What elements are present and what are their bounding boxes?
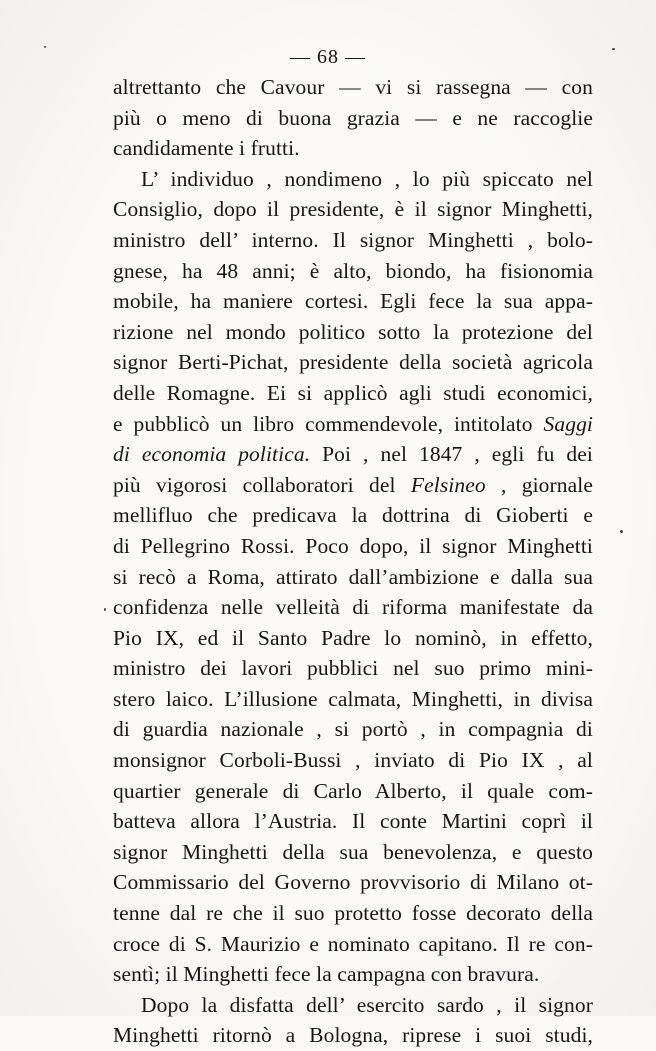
text-run: mobile, ha maniere cortesi. Egli fece la sua appa-: [113, 289, 593, 314]
text-run: mellifluo che predicava la dottrina di Gioberti e: [113, 503, 593, 528]
italic-text: Felsineo: [410, 472, 486, 497]
italic-text: di economia politica.: [113, 442, 311, 467]
scan-speck: [620, 530, 623, 533]
text-line: [113, 653, 593, 684]
text-run: ministro dell’ interno. Il signor Minghetti , bolo-: [113, 227, 593, 252]
text-run: Commissario del Governo provvisorio di Milano ot-: [113, 870, 593, 895]
text-line: [113, 164, 593, 195]
text-run: delle Romagne. Ei si applicò agli studi economici,: [113, 380, 593, 405]
text-run: altrettanto che Cavour — vi si rassegna — con: [113, 75, 593, 99]
text-line: [113, 714, 593, 745]
text-run: e pubblicò un libro commendevole, intitolato: [113, 411, 544, 436]
text-run: Dopo la disfatta dell’ esercito sardo , il signor: [141, 992, 593, 1017]
text-run: confidenza nelle velleità di riforma manifestate da: [113, 595, 593, 620]
text-run: di guardia nazionale , si portò , in compagnia di: [113, 717, 593, 742]
scan-speck: [612, 48, 615, 50]
italic-text: Saggi: [543, 411, 593, 436]
text-line: [113, 806, 593, 837]
text-run: Minghetti ritornò a Bologna, riprese i suoi studi,: [113, 1023, 593, 1048]
body-text: [113, 72, 593, 1051]
text-line: [113, 562, 593, 593]
text-line: [113, 623, 593, 654]
text-line: [113, 286, 593, 317]
text-run: più o meno di buona grazia — e ne raccoglie: [113, 105, 593, 130]
text-run: , giornale: [485, 472, 593, 497]
text-line: [113, 1020, 593, 1051]
text-run: sentì; il Minghetti fece la campagna con bravura.: [113, 962, 540, 987]
text-line: [113, 317, 593, 348]
text-run: stero laico. L’illusione calmata, Minghetti, in divisa: [113, 686, 593, 711]
text-run: di Pellegrino Rossi. Poco dopo, il signor Minghetti: [113, 533, 593, 558]
text-line: [113, 837, 593, 868]
text-run: ministro dei lavori pubblici nel suo primo mini-: [113, 656, 593, 681]
text-run: tenne dal re che il suo protetto fosse decorato della: [113, 901, 593, 926]
text-line: [113, 378, 593, 409]
text-line: [113, 470, 593, 501]
text-line: [113, 72, 593, 103]
text-run: gnese, ha 48 anni; è alto, biondo, ha fisionomia: [113, 258, 593, 283]
text-run: Consiglio, dopo il presidente, è il signor Minghetti,: [113, 197, 593, 222]
text-line: [113, 745, 593, 776]
text-run: rizione nel mondo politico sotto la protezione del: [113, 319, 593, 344]
text-run: si recò a Roma, attirato dall’ambizione e dalla sua: [113, 564, 593, 589]
text-run: quartier generale di Carlo Alberto, il quale com-: [113, 778, 593, 803]
text-line: [113, 776, 593, 807]
text-line: [113, 929, 593, 960]
text-run: Pio IX, ed il Santo Padre lo nominò, in effetto,: [113, 625, 593, 650]
text-line: [113, 194, 593, 225]
text-run: signor Minghetti della sua benevolenza, e questo: [113, 839, 593, 864]
text-run: monsignor Corboli-Bussi , inviato di Pio IX , al: [113, 748, 593, 773]
text-run: candidamente i frutti.: [113, 136, 300, 161]
scan-speck: [104, 608, 106, 611]
text-run: L’ individuo , nondimeno , lo più spiccato nel: [141, 166, 593, 191]
text-run: croce di S. Maurizio e nominato capitano. Il re con-: [113, 931, 593, 956]
text-line: [113, 103, 593, 134]
text-line: [113, 959, 593, 990]
text-line: [113, 439, 593, 470]
text-line: [113, 531, 593, 562]
text-line: [113, 133, 593, 164]
text-run: più vigorosi collaboratori del: [113, 472, 411, 497]
text-line: [113, 898, 593, 929]
scan-speck: [44, 46, 46, 48]
text-line: [113, 409, 593, 440]
text-run: batteva allora l’Austria. Il conte Martini coprì il: [113, 809, 593, 834]
text-run: signor Berti-Pichat, presidente della società agricola: [113, 350, 593, 375]
text-line: [113, 225, 593, 256]
text-run: Poi , nel 1847 , egli fu dei: [310, 442, 593, 467]
text-line: [113, 256, 593, 287]
text-line: [113, 347, 593, 378]
text-line: [113, 500, 593, 531]
page-number: — 68 —: [290, 46, 366, 68]
text-line: [113, 684, 593, 715]
text-line: [113, 592, 593, 623]
text-line: [113, 867, 593, 898]
